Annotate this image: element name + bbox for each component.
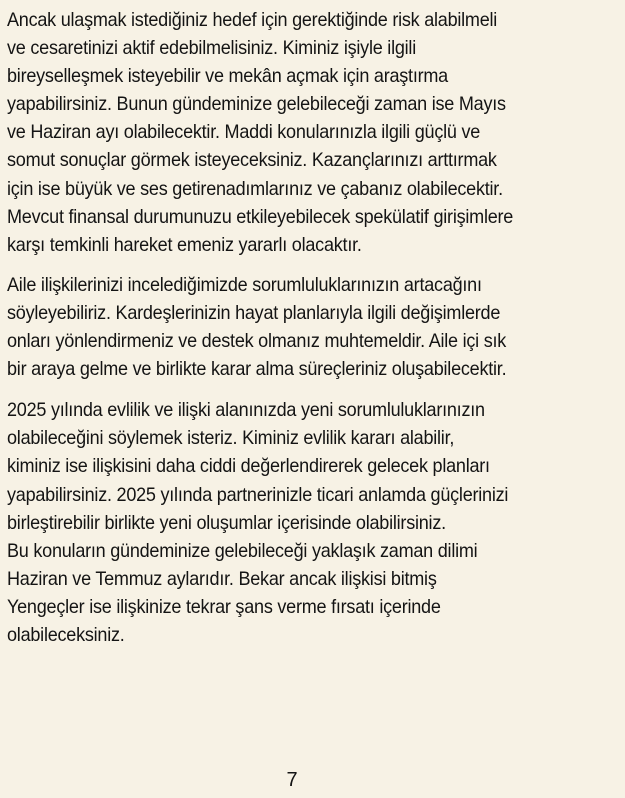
text-line: Ancak ulaşmak istediğiniz hedef için gerektiğinde risk alabilmeli (7, 9, 498, 31)
text-line: somut sonuçlar görmek isteyeceksiniz. Kazançlarınızı arttırmak (7, 149, 497, 172)
page-number: 7 (286, 769, 298, 791)
paragraph-career-finance (7, 6, 576, 259)
paragraph-family (7, 271, 576, 383)
text-line: söyleyebiliriz. Kardeşlerinizin hayat planlarıyla ilgili değişimlerde (7, 301, 501, 324)
body-text (7, 6, 576, 649)
paragraph-relationships (7, 396, 576, 649)
text-line: onları yönlendirmeniz ve destek olmanız muhtemeldir. Aile içi sık (7, 330, 507, 353)
text-line: Haziran ve Temmuz aylarıdır. Bekar ancak ilişkisi bitmiş (7, 567, 437, 590)
text-line: yapabilirsiniz. 2025 yılında partnerinizle ticari anlamda güçlerinizi (7, 483, 509, 506)
text-line: kiminiz ise ilişkisini daha ciddi değerlendirerek gelecek planları (7, 455, 490, 478)
text-line: ve Haziran ayı olabilecektir. Maddi konularınızla ilgili güçlü ve (7, 121, 481, 144)
text-line: Aile ilişkilerinizi incelediğimizde sorumluluklarınızın artacağını (7, 273, 482, 296)
text-line: için ise büyük ve ses getirenadımlarınız ve çabanız olabilecektir. (7, 177, 503, 200)
text-line: 2025 yılında evlilik ve ilişki alanınızda yeni sorumluluklarınızın (7, 399, 485, 422)
text-line: olabileceğini söylemek isteriz. Kiminiz evlilik kararı alabilir, (7, 427, 455, 450)
text-line: birleştirebilir birlikte yeni oluşumlar içerisinde olabilirsiniz. (7, 511, 446, 534)
text-line: bireyselleşmek isteyebilir ve mekân açmak için araştırma (7, 65, 448, 88)
text-line: karşı temkinli hareket emeniz yararlı olacaktır. (7, 233, 362, 256)
text-line: Yengeçler ise ilişkinize tekrar şans verme fırsatı içerinde (7, 595, 441, 618)
text-line: ve cesaretinizi aktif edebilmelisiniz. Kiminiz işiyle ilgili (7, 37, 416, 60)
text-line: yapabilirsiniz. Bunun gündeminize gelebileceği zaman ise Mayıs (7, 93, 506, 116)
text-line: bir araya gelme ve birlikte karar alma süreçleriniz oluşabilecektir. (7, 358, 507, 381)
text-line: olabileceksiniz. (7, 623, 125, 646)
text-line: Bu konuların gündeminize gelebileceği yaklaşık zaman dilimi (7, 539, 478, 562)
text-line: Mevcut finansal durumunuzu etkileyebilecek spekülatif girişimlere (7, 205, 514, 228)
